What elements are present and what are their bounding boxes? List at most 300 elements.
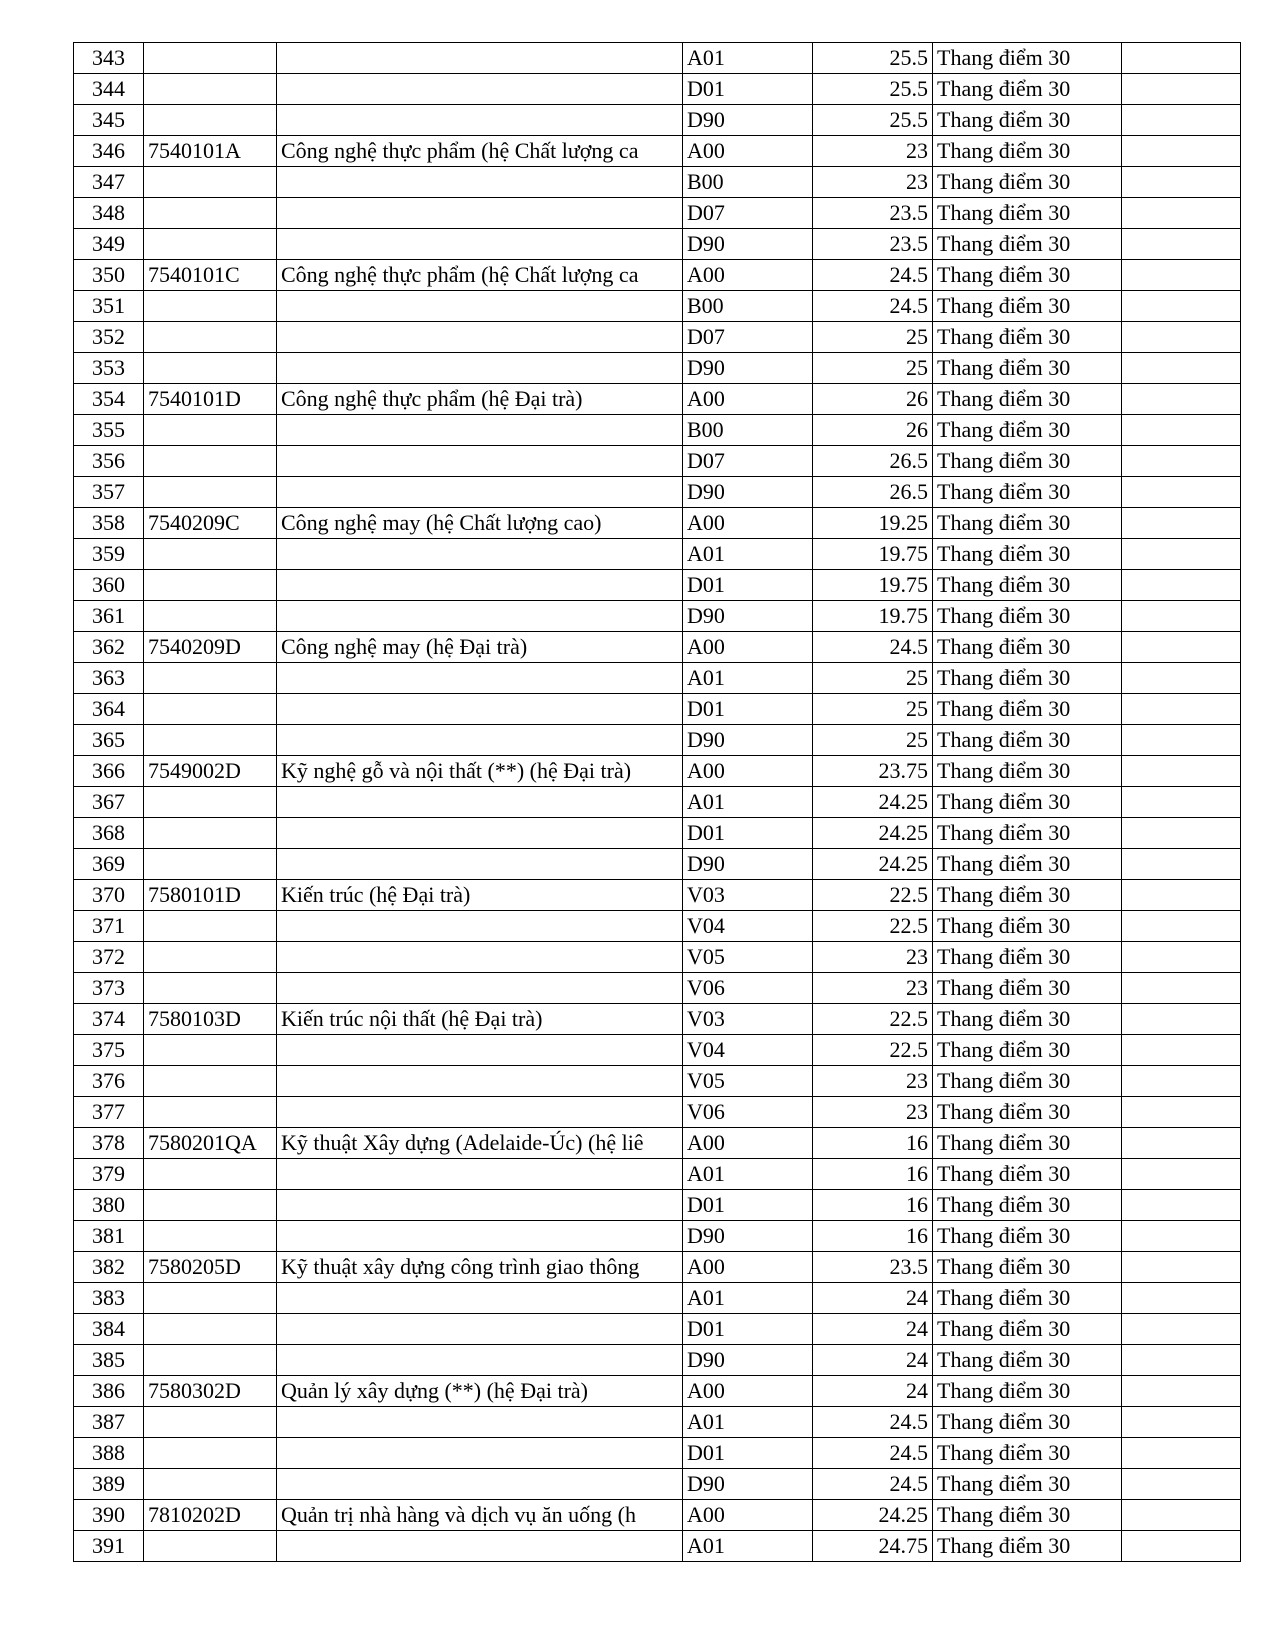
program-name-cell xyxy=(277,415,683,446)
program-code-cell xyxy=(144,1345,277,1376)
score-scale-cell: Thang điểm 30 xyxy=(933,601,1122,632)
program-name-cell: Kiến trúc nội thất (hệ Đại trà) xyxy=(277,1004,683,1035)
program-name-cell xyxy=(277,229,683,260)
row-number-cell: 374 xyxy=(74,1004,144,1035)
cutoff-score-cell: 25.5 xyxy=(813,43,933,74)
subject-combination-cell: D07 xyxy=(683,446,813,477)
subject-combination-cell: V05 xyxy=(683,1066,813,1097)
program-name-cell xyxy=(277,911,683,942)
score-scale-cell: Thang điểm 30 xyxy=(933,849,1122,880)
subject-combination-cell: A01 xyxy=(683,1531,813,1562)
program-name-cell xyxy=(277,1345,683,1376)
table-row xyxy=(74,725,1241,756)
subject-combination-cell: D90 xyxy=(683,725,813,756)
table-row xyxy=(74,1469,1241,1500)
row-number-cell: 363 xyxy=(74,663,144,694)
table-row xyxy=(74,508,1241,539)
note-cell xyxy=(1122,601,1241,632)
program-name-cell xyxy=(277,942,683,973)
program-name-cell xyxy=(277,477,683,508)
score-scale-cell: Thang điểm 30 xyxy=(933,1004,1122,1035)
table-row xyxy=(74,1066,1241,1097)
program-name-cell: Công nghệ thực phẩm (hệ Chất lượng ca xyxy=(277,260,683,291)
score-scale-cell: Thang điểm 30 xyxy=(933,1221,1122,1252)
note-cell xyxy=(1122,43,1241,74)
subject-combination-cell: B00 xyxy=(683,167,813,198)
program-code-cell xyxy=(144,167,277,198)
score-scale-cell: Thang điểm 30 xyxy=(933,1097,1122,1128)
table-row xyxy=(74,1407,1241,1438)
note-cell xyxy=(1122,1128,1241,1159)
score-scale-cell: Thang điểm 30 xyxy=(933,322,1122,353)
subject-combination-cell: A01 xyxy=(683,1283,813,1314)
row-number-cell: 366 xyxy=(74,756,144,787)
cutoff-score-cell: 23 xyxy=(813,1097,933,1128)
program-code-cell xyxy=(144,1407,277,1438)
program-code-cell xyxy=(144,725,277,756)
row-number-cell: 350 xyxy=(74,260,144,291)
note-cell xyxy=(1122,911,1241,942)
program-code-cell: 7540209D xyxy=(144,632,277,663)
program-name-cell xyxy=(277,973,683,1004)
program-code-cell: 7580103D xyxy=(144,1004,277,1035)
cutoff-score-cell: 23.5 xyxy=(813,1252,933,1283)
program-code-cell: 7580205D xyxy=(144,1252,277,1283)
table-row xyxy=(74,1314,1241,1345)
score-scale-cell: Thang điểm 30 xyxy=(933,1190,1122,1221)
score-scale-cell: Thang điểm 30 xyxy=(933,694,1122,725)
cutoff-score-cell: 23 xyxy=(813,942,933,973)
row-number-cell: 355 xyxy=(74,415,144,446)
program-code-cell: 7580101D xyxy=(144,880,277,911)
note-cell xyxy=(1122,1035,1241,1066)
subject-combination-cell: V05 xyxy=(683,942,813,973)
program-name-cell: Kỹ thuật xây dựng công trình giao thông xyxy=(277,1252,683,1283)
note-cell xyxy=(1122,725,1241,756)
program-name-cell xyxy=(277,322,683,353)
note-cell xyxy=(1122,942,1241,973)
note-cell xyxy=(1122,1345,1241,1376)
table-row xyxy=(74,570,1241,601)
score-scale-cell: Thang điểm 30 xyxy=(933,291,1122,322)
subject-combination-cell: D07 xyxy=(683,322,813,353)
program-name-cell xyxy=(277,694,683,725)
note-cell xyxy=(1122,1066,1241,1097)
table-row xyxy=(74,353,1241,384)
program-name-cell xyxy=(277,198,683,229)
program-name-cell: Kỹ nghệ gỗ và nội thất (**) (hệ Đại trà) xyxy=(277,756,683,787)
table-row xyxy=(74,880,1241,911)
cutoff-score-cell: 25.5 xyxy=(813,105,933,136)
subject-combination-cell: A00 xyxy=(683,136,813,167)
table-row xyxy=(74,43,1241,74)
table-row xyxy=(74,167,1241,198)
cutoff-score-cell: 23 xyxy=(813,167,933,198)
score-scale-cell: Thang điểm 30 xyxy=(933,942,1122,973)
subject-combination-cell: D90 xyxy=(683,1221,813,1252)
score-scale-cell: Thang điểm 30 xyxy=(933,1252,1122,1283)
cutoff-score-cell: 23 xyxy=(813,1066,933,1097)
subject-combination-cell: D01 xyxy=(683,74,813,105)
subject-combination-cell: A00 xyxy=(683,756,813,787)
table-row xyxy=(74,942,1241,973)
note-cell xyxy=(1122,446,1241,477)
table-row xyxy=(74,1376,1241,1407)
score-scale-cell: Thang điểm 30 xyxy=(933,136,1122,167)
cutoff-score-cell: 23.5 xyxy=(813,198,933,229)
table-row xyxy=(74,1283,1241,1314)
table-row xyxy=(74,105,1241,136)
program-code-cell xyxy=(144,353,277,384)
program-code-cell: 7580302D xyxy=(144,1376,277,1407)
row-number-cell: 368 xyxy=(74,818,144,849)
score-scale-cell: Thang điểm 30 xyxy=(933,508,1122,539)
program-name-cell: Công nghệ may (hệ Đại trà) xyxy=(277,632,683,663)
score-scale-cell: Thang điểm 30 xyxy=(933,229,1122,260)
program-name-cell xyxy=(277,818,683,849)
program-code-cell: 7540101D xyxy=(144,384,277,415)
table-row xyxy=(74,1500,1241,1531)
program-name-cell xyxy=(277,1531,683,1562)
program-name-cell xyxy=(277,1159,683,1190)
cutoff-score-cell: 26 xyxy=(813,384,933,415)
subject-combination-cell: V03 xyxy=(683,1004,813,1035)
program-code-cell: 7540101A xyxy=(144,136,277,167)
subject-combination-cell: D90 xyxy=(683,353,813,384)
cutoff-score-cell: 24.25 xyxy=(813,787,933,818)
score-scale-cell: Thang điểm 30 xyxy=(933,1128,1122,1159)
program-code-cell xyxy=(144,322,277,353)
program-name-cell xyxy=(277,725,683,756)
table-row xyxy=(74,446,1241,477)
row-number-cell: 357 xyxy=(74,477,144,508)
cutoff-score-cell: 25 xyxy=(813,353,933,384)
score-scale-cell: Thang điểm 30 xyxy=(933,167,1122,198)
cutoff-score-cell: 24 xyxy=(813,1283,933,1314)
row-number-cell: 361 xyxy=(74,601,144,632)
note-cell xyxy=(1122,1159,1241,1190)
program-name-cell: Kiến trúc (hệ Đại trà) xyxy=(277,880,683,911)
table-row xyxy=(74,787,1241,818)
cutoff-score-cell: 19.75 xyxy=(813,570,933,601)
row-number-cell: 375 xyxy=(74,1035,144,1066)
score-scale-cell: Thang điểm 30 xyxy=(933,973,1122,1004)
row-number-cell: 391 xyxy=(74,1531,144,1562)
subject-combination-cell: D90 xyxy=(683,601,813,632)
note-cell xyxy=(1122,1097,1241,1128)
program-code-cell: 7540209C xyxy=(144,508,277,539)
subject-combination-cell: D01 xyxy=(683,1438,813,1469)
note-cell xyxy=(1122,508,1241,539)
cutoff-score-cell: 25 xyxy=(813,663,933,694)
score-scale-cell: Thang điểm 30 xyxy=(933,1500,1122,1531)
cutoff-score-cell: 19.75 xyxy=(813,539,933,570)
subject-combination-cell: A01 xyxy=(683,43,813,74)
subject-combination-cell: D01 xyxy=(683,1314,813,1345)
program-name-cell xyxy=(277,787,683,818)
admission-scores-table xyxy=(73,42,1241,1562)
program-code-cell xyxy=(144,570,277,601)
score-scale-cell: Thang điểm 30 xyxy=(933,353,1122,384)
note-cell xyxy=(1122,1469,1241,1500)
score-scale-cell: Thang điểm 30 xyxy=(933,105,1122,136)
score-scale-cell: Thang điểm 30 xyxy=(933,632,1122,663)
note-cell xyxy=(1122,663,1241,694)
program-code-cell xyxy=(144,1035,277,1066)
table-row xyxy=(74,911,1241,942)
note-cell xyxy=(1122,1252,1241,1283)
score-scale-cell: Thang điểm 30 xyxy=(933,477,1122,508)
row-number-cell: 371 xyxy=(74,911,144,942)
program-code-cell xyxy=(144,1469,277,1500)
cutoff-score-cell: 24.25 xyxy=(813,818,933,849)
note-cell xyxy=(1122,1314,1241,1345)
table-row xyxy=(74,663,1241,694)
note-cell xyxy=(1122,198,1241,229)
table-row xyxy=(74,1128,1241,1159)
score-scale-cell: Thang điểm 30 xyxy=(933,384,1122,415)
table-row xyxy=(74,198,1241,229)
note-cell xyxy=(1122,1221,1241,1252)
cutoff-score-cell: 19.25 xyxy=(813,508,933,539)
row-number-cell: 360 xyxy=(74,570,144,601)
note-cell xyxy=(1122,105,1241,136)
program-name-cell xyxy=(277,291,683,322)
program-code-cell: 7549002D xyxy=(144,756,277,787)
cutoff-score-cell: 24.25 xyxy=(813,849,933,880)
subject-combination-cell: D07 xyxy=(683,198,813,229)
score-scale-cell: Thang điểm 30 xyxy=(933,1314,1122,1345)
table-row xyxy=(74,849,1241,880)
row-number-cell: 343 xyxy=(74,43,144,74)
subject-combination-cell: A00 xyxy=(683,1500,813,1531)
note-cell xyxy=(1122,1004,1241,1035)
program-code-cell xyxy=(144,1314,277,1345)
subject-combination-cell: V06 xyxy=(683,1097,813,1128)
table-row xyxy=(74,1159,1241,1190)
program-code-cell xyxy=(144,818,277,849)
cutoff-score-cell: 24 xyxy=(813,1314,933,1345)
row-number-cell: 362 xyxy=(74,632,144,663)
note-cell xyxy=(1122,849,1241,880)
subject-combination-cell: D90 xyxy=(683,849,813,880)
program-code-cell xyxy=(144,1066,277,1097)
row-number-cell: 373 xyxy=(74,973,144,1004)
program-code-cell xyxy=(144,911,277,942)
note-cell xyxy=(1122,322,1241,353)
cutoff-score-cell: 23 xyxy=(813,136,933,167)
score-scale-cell: Thang điểm 30 xyxy=(933,1376,1122,1407)
table-row xyxy=(74,539,1241,570)
score-scale-cell: Thang điểm 30 xyxy=(933,570,1122,601)
row-number-cell: 356 xyxy=(74,446,144,477)
cutoff-score-cell: 16 xyxy=(813,1190,933,1221)
program-name-cell xyxy=(277,601,683,632)
score-scale-cell: Thang điểm 30 xyxy=(933,725,1122,756)
note-cell xyxy=(1122,632,1241,663)
cutoff-score-cell: 16 xyxy=(813,1221,933,1252)
note-cell xyxy=(1122,1407,1241,1438)
program-code-cell xyxy=(144,942,277,973)
subject-combination-cell: D01 xyxy=(683,694,813,725)
table-row xyxy=(74,1004,1241,1035)
score-scale-cell: Thang điểm 30 xyxy=(933,1283,1122,1314)
table-row xyxy=(74,1097,1241,1128)
score-scale-cell: Thang điểm 30 xyxy=(933,1066,1122,1097)
subject-combination-cell: A00 xyxy=(683,1128,813,1159)
score-scale-cell: Thang điểm 30 xyxy=(933,1035,1122,1066)
note-cell xyxy=(1122,477,1241,508)
subject-combination-cell: V06 xyxy=(683,973,813,1004)
row-number-cell: 352 xyxy=(74,322,144,353)
program-code-cell xyxy=(144,1159,277,1190)
note-cell xyxy=(1122,1438,1241,1469)
row-number-cell: 349 xyxy=(74,229,144,260)
program-code-cell xyxy=(144,1221,277,1252)
note-cell xyxy=(1122,229,1241,260)
cutoff-score-cell: 25 xyxy=(813,322,933,353)
row-number-cell: 344 xyxy=(74,74,144,105)
program-code-cell xyxy=(144,1097,277,1128)
table-body xyxy=(74,43,1241,1562)
subject-combination-cell: A01 xyxy=(683,539,813,570)
subject-combination-cell: B00 xyxy=(683,415,813,446)
table-row xyxy=(74,136,1241,167)
program-name-cell xyxy=(277,1066,683,1097)
table-row xyxy=(74,477,1241,508)
subject-combination-cell: A00 xyxy=(683,1252,813,1283)
note-cell xyxy=(1122,260,1241,291)
program-code-cell xyxy=(144,1190,277,1221)
row-number-cell: 345 xyxy=(74,105,144,136)
row-number-cell: 388 xyxy=(74,1438,144,1469)
program-name-cell xyxy=(277,849,683,880)
program-code-cell xyxy=(144,1531,277,1562)
row-number-cell: 378 xyxy=(74,1128,144,1159)
note-cell xyxy=(1122,787,1241,818)
program-name-cell xyxy=(277,167,683,198)
subject-combination-cell: D90 xyxy=(683,477,813,508)
program-code-cell: 7540101C xyxy=(144,260,277,291)
subject-combination-cell: D01 xyxy=(683,570,813,601)
score-scale-cell: Thang điểm 30 xyxy=(933,1345,1122,1376)
cutoff-score-cell: 25 xyxy=(813,725,933,756)
table-row xyxy=(74,973,1241,1004)
note-cell xyxy=(1122,1283,1241,1314)
score-scale-cell: Thang điểm 30 xyxy=(933,911,1122,942)
row-number-cell: 372 xyxy=(74,942,144,973)
note-cell xyxy=(1122,1500,1241,1531)
program-code-cell xyxy=(144,446,277,477)
row-number-cell: 386 xyxy=(74,1376,144,1407)
program-name-cell xyxy=(277,1438,683,1469)
subject-combination-cell: B00 xyxy=(683,291,813,322)
table-row xyxy=(74,1221,1241,1252)
program-code-cell xyxy=(144,415,277,446)
score-scale-cell: Thang điểm 30 xyxy=(933,1531,1122,1562)
note-cell xyxy=(1122,694,1241,725)
subject-combination-cell: A01 xyxy=(683,787,813,818)
program-name-cell: Công nghệ thực phẩm (hệ Đại trà) xyxy=(277,384,683,415)
cutoff-score-cell: 24.25 xyxy=(813,1500,933,1531)
program-code-cell xyxy=(144,105,277,136)
table-row xyxy=(74,1531,1241,1562)
program-code-cell xyxy=(144,477,277,508)
cutoff-score-cell: 25.5 xyxy=(813,74,933,105)
score-scale-cell: Thang điểm 30 xyxy=(933,74,1122,105)
subject-combination-cell: D01 xyxy=(683,818,813,849)
program-name-cell: Kỹ thuật Xây dựng (Adelaide-Úc) (hệ liê xyxy=(277,1128,683,1159)
cutoff-score-cell: 26 xyxy=(813,415,933,446)
table-row xyxy=(74,291,1241,322)
table-row xyxy=(74,229,1241,260)
note-cell xyxy=(1122,136,1241,167)
table-row xyxy=(74,694,1241,725)
note-cell xyxy=(1122,415,1241,446)
program-name-cell xyxy=(277,105,683,136)
score-scale-cell: Thang điểm 30 xyxy=(933,198,1122,229)
cutoff-score-cell: 16 xyxy=(813,1128,933,1159)
program-code-cell xyxy=(144,973,277,1004)
program-name-cell xyxy=(277,1314,683,1345)
row-number-cell: 370 xyxy=(74,880,144,911)
subject-combination-cell: A01 xyxy=(683,1407,813,1438)
note-cell xyxy=(1122,74,1241,105)
program-code-cell xyxy=(144,291,277,322)
subject-combination-cell: D90 xyxy=(683,105,813,136)
row-number-cell: 385 xyxy=(74,1345,144,1376)
row-number-cell: 390 xyxy=(74,1500,144,1531)
score-scale-cell: Thang điểm 30 xyxy=(933,1159,1122,1190)
score-scale-cell: Thang điểm 30 xyxy=(933,756,1122,787)
subject-combination-cell: A00 xyxy=(683,632,813,663)
table-row xyxy=(74,1252,1241,1283)
subject-combination-cell: D90 xyxy=(683,229,813,260)
program-code-cell xyxy=(144,663,277,694)
program-name-cell xyxy=(277,663,683,694)
table-row xyxy=(74,1190,1241,1221)
note-cell xyxy=(1122,570,1241,601)
program-code-cell xyxy=(144,229,277,260)
cutoff-score-cell: 26.5 xyxy=(813,477,933,508)
program-code-cell xyxy=(144,849,277,880)
row-number-cell: 382 xyxy=(74,1252,144,1283)
table-row xyxy=(74,74,1241,105)
program-name-cell xyxy=(277,1283,683,1314)
table-row xyxy=(74,818,1241,849)
note-cell xyxy=(1122,353,1241,384)
table-row xyxy=(74,384,1241,415)
program-name-cell xyxy=(277,1469,683,1500)
program-name-cell xyxy=(277,446,683,477)
row-number-cell: 384 xyxy=(74,1314,144,1345)
row-number-cell: 364 xyxy=(74,694,144,725)
row-number-cell: 383 xyxy=(74,1283,144,1314)
table-row xyxy=(74,1345,1241,1376)
score-scale-cell: Thang điểm 30 xyxy=(933,880,1122,911)
program-name-cell xyxy=(277,74,683,105)
subject-combination-cell: A01 xyxy=(683,663,813,694)
program-name-cell xyxy=(277,1407,683,1438)
score-scale-cell: Thang điểm 30 xyxy=(933,415,1122,446)
cutoff-score-cell: 16 xyxy=(813,1159,933,1190)
note-cell xyxy=(1122,756,1241,787)
program-name-cell xyxy=(277,1221,683,1252)
subject-combination-cell: A00 xyxy=(683,508,813,539)
note-cell xyxy=(1122,167,1241,198)
cutoff-score-cell: 26.5 xyxy=(813,446,933,477)
note-cell xyxy=(1122,539,1241,570)
